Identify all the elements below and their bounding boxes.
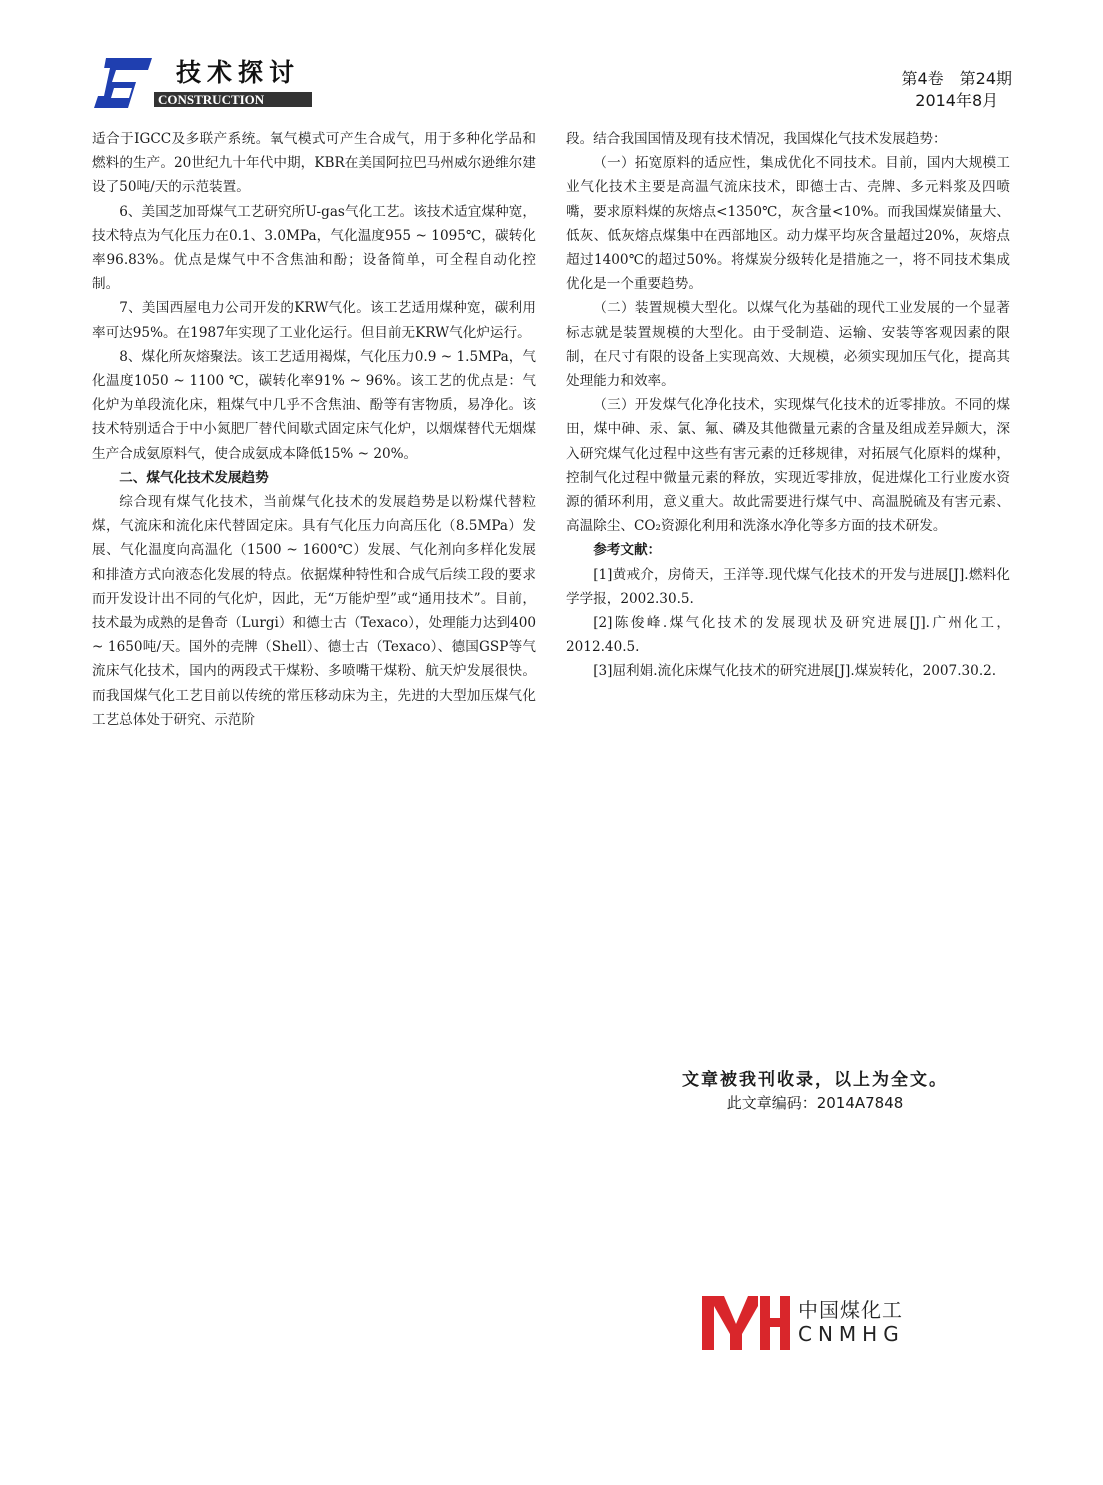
issue-date: 2014年8月 — [915, 91, 999, 110]
brand-name-cn: 中国煤化工 — [798, 1298, 903, 1322]
right-column — [566, 127, 1010, 684]
paragraph: （一）拓宽原料的适应性，集成优化不同技术。目前，国内大规模工业气化技术主要是高温气流床技术，即德士古、壳牌、多元料浆及四喷嘴，要求原料煤的灰熔点<1350℃，灰含量<10%。而我国煤炭储量大、低灰、低灰熔点煤集中在西部地区。动力煤平均灰含量超过20%，灰熔点超过1400℃的超过50%。将煤炭分级转化是措施之一，将不同技术集成优化是一个重要趋势。 — [566, 155, 1010, 293]
paragraph: 8、煤化所灰熔聚法。该工艺适用褐煤，气化压力0.9 ~ 1.5MPa，气化温度1050 ~ 1100 ℃，碳转化率91% ~ 96%。该工艺的优点是：气化炉为单段流化床，粗煤气中几乎不含焦油、酚等有害物质，易净化。该技术特别适合于中小氮肥厂替代间歇式固定床气化炉，以烟煤替代无烟煤生产合成氨原料气，使合成氨成本降低15% ~ 20%。 — [92, 348, 536, 462]
brand-logo — [700, 1290, 930, 1360]
left-column — [92, 127, 536, 732]
paragraph: 适合于IGCC及多联产系统。氧气模式可产生合成气，用于多种化学品和燃料的生产。20世纪九十年代中期，KBR在美国阿拉巴马州威尔逊维尔建设了50吨/天的示范装置。 — [92, 131, 536, 196]
reference-item: [2]陈俊峰.煤气化技术的发展现状及研究进展[J].广州化工，2012.40.5. — [566, 615, 1010, 656]
paragraph: （二）装置规模大型化。以煤气化为基础的现代工业发展的一个显著标志就是装置规模的大型化。由于受制造、运输、安装等客观因素的限制，在尺寸有限的设备上实现高效、大规模，必须实现加压气化，提高其处理能力和效率。 — [566, 300, 1010, 390]
references-heading: 参考文献： — [593, 542, 662, 559]
construction-logo-icon — [92, 56, 154, 110]
page-header — [92, 56, 1012, 112]
issue-info — [901, 68, 1012, 112]
section-heading: 二、煤气化技术发展趋势 — [119, 469, 269, 486]
paragraph: 6、美国芝加哥煤气工艺研究所U-gas气化工艺。该技术适宜煤种宽，技术特点为气化压力在0.1、3.0MPa，气化温度955 ~ 1095℃，碳转化率96.83%。优点是煤气中不含焦油和酚；设备简单，可全程自动化控制。 — [92, 203, 536, 293]
article-code: 此文章编码：2014A7848 — [726, 1094, 904, 1112]
accepted-notice: 文章被我刊收录，以上为全文。 — [682, 1070, 948, 1090]
paragraph: 段。结合我国国情及现有技术情况，我国煤化气技术发展趋势： — [566, 131, 947, 147]
reference-item: [1]黄戒介，房倚天，王洋等.现代煤气化技术的开发与进展[J].燃料化学学报，2002.30.5. — [566, 566, 1010, 607]
reference-item: [3]屈利娟.流化床煤气化技术的研究进展[J].煤炭转化，2007.30.2. — [593, 663, 997, 680]
logo-title: 技术探讨 — [176, 58, 301, 87]
paragraph: 7、美国西屋电力公司开发的KRW气化。该工艺适用煤种宽，碳利用率可达95%。在1987年实现了工业化运行。但目前无KRW气化炉运行。 — [92, 300, 536, 341]
paragraph: 综合现有煤气化技术，当前煤气化技术的发展趋势是以粉煤代替粒煤，气流床和流化床代替固定床。具有气化压力向高压化（8.5MPa）发展、气化温度向高温化（1500 ~ 1600℃）发展、气化剂向多样化发展和排渣方式向液态化发展的特点。依据煤种特性和合成气后续工段的要求而开发设计出不同的气化炉，因此，无“万能炉型”或“通用技术”。目前，技术最为成熟的是鲁奇（Lurgi）和德士古（Texaco），处理能力达到400 ~ 1650吨/天。国外的壳牌（Shell）、德士古（Texaco）、德国GSP等气流床气化技术，国内的两段式干煤粉、多喷嘴干煤粉、航天炉发展很快。而我国煤气化工艺目前以传统的常压移动床为主，先进的大型加压煤气化工艺总体处于研究、示范阶 — [92, 494, 536, 728]
cnmhg-logo-icon — [700, 1290, 792, 1352]
issue-volume: 第4卷 第24期 — [901, 69, 1012, 88]
paragraph: （三）开发煤气化净化技术，实现煤气化技术的近零排放。不同的煤田，煤中砷、汞、氯、氟、磷及其他微量元素的含量及组成差异颇大，深入研究煤气化过程中这些有害元素的迁移规律，对拓展气化原料的煤种，控制气化过程中微量元素的释放，实现近零排放，促进煤化工行业废水资源的循环利用，意义重大。故此需要进行煤气中、高温脱硫及有害元素、高温除尘、CO₂资源化利用和洗涤水净化等多方面的技术研发。 — [566, 397, 1010, 535]
footer-note — [620, 1068, 1010, 1114]
logo-subtitle: CONSTRUCTION — [154, 92, 312, 107]
brand-name-en: CNMHG — [798, 1322, 905, 1346]
logo-text — [154, 58, 312, 107]
